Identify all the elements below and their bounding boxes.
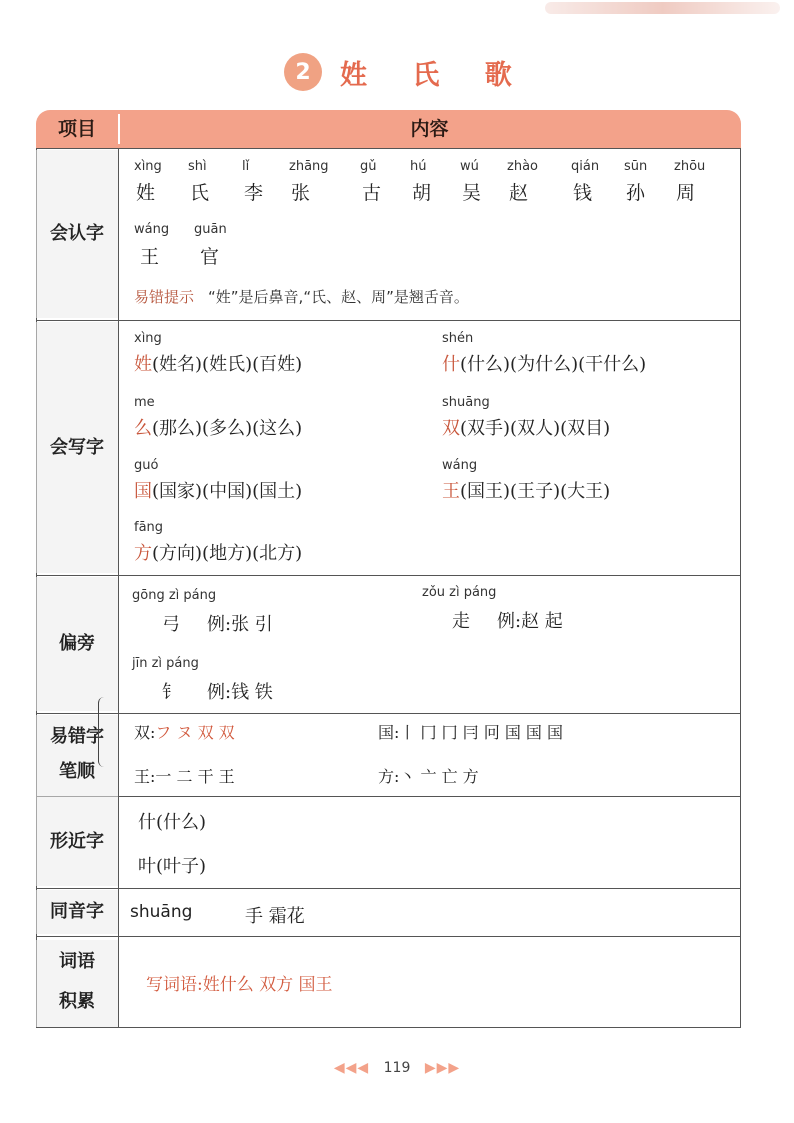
homophone-pinyin: shuāng (130, 902, 193, 922)
write-entry (442, 414, 610, 440)
write-words: (双手)(双人)(双目) (460, 418, 611, 439)
radical-char: 走 (452, 611, 470, 632)
row-divider (36, 575, 741, 576)
tip-text: “姓”是后鼻音,“氏、赵、周”是翘舌音。 (208, 288, 469, 306)
grid-border-mid (118, 148, 119, 1028)
radical-example: 例:钱 铁 (207, 682, 273, 703)
pinyin: zhāng (289, 159, 329, 174)
label-recognize: 会认字 (36, 150, 118, 318)
similar-brace (98, 697, 105, 767)
words-accumulate: 写词语:姓什么 双方 国王 (146, 975, 333, 995)
lesson-title: 姓 氏 歌 (340, 59, 530, 91)
label-words-2: 积累 (59, 991, 95, 1012)
hanzi: 吴 (462, 182, 482, 204)
stroke-char: 国: (378, 723, 400, 742)
write-pinyin: xìng (134, 331, 162, 346)
hanzi: 孙 (626, 182, 646, 204)
stroke-item (134, 764, 235, 787)
hanzi: 古 (362, 182, 382, 204)
write-entry (134, 539, 302, 565)
label-words-1: 词语 (59, 951, 95, 972)
stroke-seq: 丶 亠 亡 方 (399, 767, 479, 786)
write-pinyin: fāng (134, 520, 164, 535)
row-divider (36, 713, 741, 714)
page-number: 119 (383, 1060, 411, 1076)
radical-pinyin: gōng zì páng (132, 588, 217, 603)
row-divider (36, 796, 741, 797)
label-write: 会写字 (36, 322, 118, 573)
stroke-char: 双: (134, 723, 156, 742)
pinyin: lǐ (242, 159, 250, 174)
hanzi: 官 (200, 246, 220, 268)
radical-example: 例:赵 起 (497, 611, 563, 632)
write-char: 么 (134, 418, 152, 439)
row-divider (36, 936, 741, 937)
row-divider (36, 320, 741, 321)
write-words: (国家)(中国)(国土) (152, 481, 303, 502)
row-divider (36, 1027, 741, 1028)
header-content: 内容 (410, 118, 449, 140)
write-pinyin: me (134, 395, 155, 410)
write-pinyin: shén (442, 331, 474, 346)
hanzi: 胡 (412, 182, 432, 204)
similar-item: 叶(叶子) (138, 856, 207, 877)
hanzi: 姓 (136, 182, 156, 204)
stroke-seq: 丨 冂 冂 冃 冋 国 国 国 (399, 723, 564, 742)
stroke-seq: 一 二 干 王 (155, 767, 235, 786)
write-pinyin: wáng (442, 458, 478, 473)
stroke-item (134, 720, 235, 743)
label-words (36, 940, 118, 1027)
pinyin: gǔ (360, 159, 377, 174)
write-pinyin: guó (134, 458, 159, 473)
pinyin: shì (188, 159, 207, 174)
page-footer (0, 1060, 794, 1076)
label-strokes-2: 笔顺 (59, 761, 95, 782)
radical-pinyin: jīn zì páng (132, 656, 199, 671)
hanzi: 王 (140, 246, 160, 268)
radical-example: 例:张 引 (207, 614, 273, 635)
label-similar: 形近字 (36, 798, 118, 886)
lesson-title-bar (284, 50, 530, 94)
write-words: (姓名)(姓氏)(百姓) (152, 354, 303, 375)
write-char: 姓 (134, 354, 152, 375)
write-entry (442, 477, 610, 503)
label-strokes (36, 715, 118, 798)
write-char: 国 (134, 481, 152, 502)
pinyin: qián (571, 159, 600, 174)
hanzi: 李 (244, 182, 264, 204)
lesson-number-badge: 2 (284, 53, 322, 91)
footer-left-arrows: ◀◀◀ (333, 1060, 370, 1076)
write-words: (那么)(多么)(这么) (152, 418, 303, 439)
radical-char: 弓 (162, 614, 180, 635)
stroke-seq: フ ヌ 双 双 (155, 723, 235, 742)
tip-label: 易错提示 (134, 288, 195, 306)
write-entry (134, 477, 302, 503)
hanzi: 周 (676, 182, 696, 204)
pinyin: hú (410, 159, 427, 174)
pinyin: sūn (624, 159, 648, 174)
write-pinyin: shuāng (442, 395, 490, 410)
header-item: 项目 (57, 118, 96, 140)
write-words: (方向)(地方)(北方) (152, 543, 303, 564)
hanzi: 张 (291, 182, 311, 204)
pinyin: xìng (134, 159, 162, 174)
label-strokes-1: 易错字 (50, 726, 104, 747)
write-entry (442, 350, 646, 376)
radical-char: 钅 (162, 682, 180, 703)
write-char: 双 (442, 418, 460, 439)
pinyin: zhōu (674, 159, 706, 174)
hanzi: 赵 (509, 182, 529, 204)
hanzi: 氏 (190, 182, 210, 204)
top-decoration (545, 2, 780, 14)
write-char: 什 (442, 354, 460, 375)
pinyin: wáng (134, 222, 170, 237)
write-words: (什么)(为什么)(干什么) (460, 354, 647, 375)
pinyin: wú (460, 159, 479, 174)
grid-border-right (740, 148, 741, 1028)
stroke-item (378, 764, 479, 787)
pinyin: zhào (507, 159, 538, 174)
similar-item: 什(什么) (138, 812, 207, 833)
table-header (36, 110, 741, 148)
label-radicals: 偏旁 (36, 577, 118, 711)
error-tip (134, 286, 469, 307)
stroke-char: 方: (378, 767, 400, 786)
homophone-words: 手 霜花 (245, 906, 305, 927)
write-words: (国王)(王子)(大王) (460, 481, 611, 502)
write-char: 方 (134, 543, 152, 564)
write-entry (134, 414, 302, 440)
pinyin: guān (194, 222, 227, 237)
radical-pinyin: zǒu zì páng (422, 585, 497, 600)
write-entry (134, 350, 302, 376)
stroke-char: 王: (134, 767, 156, 786)
write-char: 王 (442, 481, 460, 502)
footer-right-arrows: ▶▶▶ (424, 1060, 461, 1076)
hanzi: 钱 (573, 182, 593, 204)
stroke-item (378, 720, 563, 743)
row-divider (36, 888, 741, 889)
label-homophone: 同音字 (36, 890, 118, 934)
row-divider (36, 148, 741, 149)
